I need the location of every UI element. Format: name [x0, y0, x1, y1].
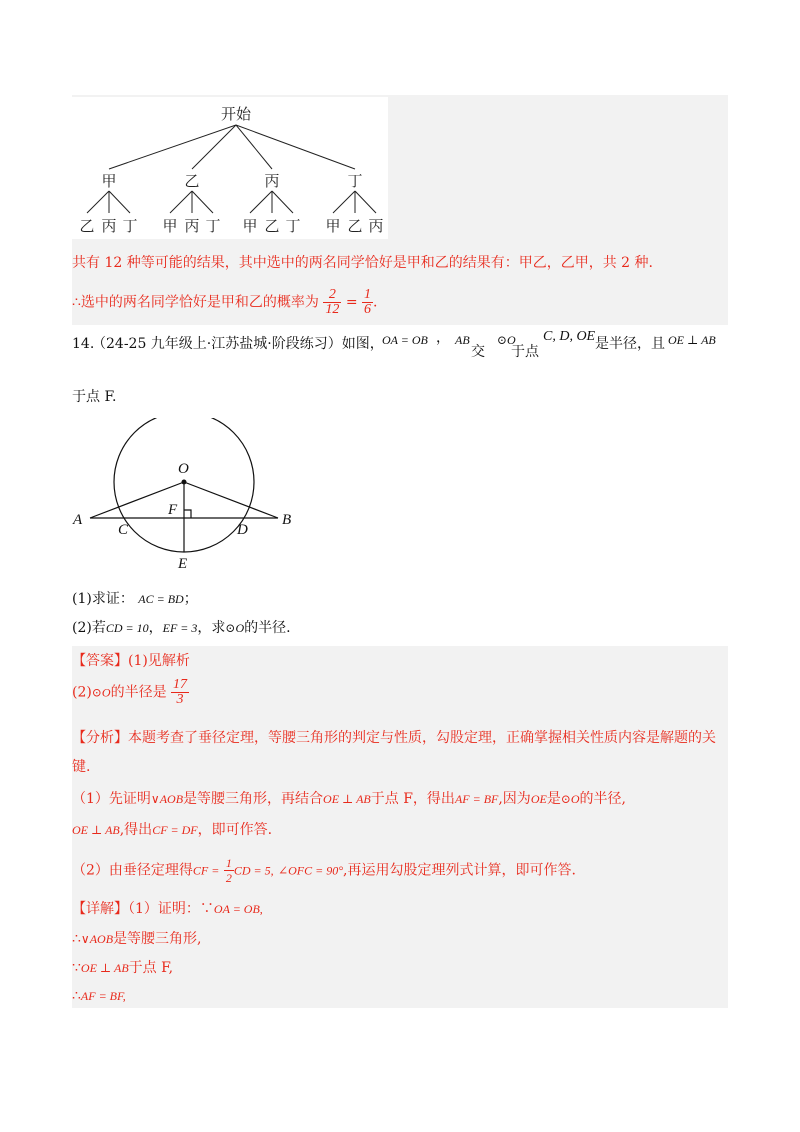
- tree-node-l2: 丁: [122, 217, 138, 235]
- math-triangle-aob: ∨AOB: [80, 932, 114, 946]
- p3-b: ,再运用勾股定理列式计算，即可作答.: [343, 862, 576, 879]
- analysis-line2: 键.: [72, 759, 91, 775]
- d2-b: 是等腰三角形,: [113, 931, 202, 947]
- prev-solution-line1: 共有 12 种等可能的结果，其中选中的两名同学恰好是甲和乙的结果有：甲乙，乙甲，共 2 种.: [72, 255, 653, 271]
- q2-prefix: (2)若: [72, 620, 106, 636]
- detail-line4: [72, 986, 126, 1006]
- analysis-tag: 【分析】: [72, 730, 128, 746]
- p1-e: 是: [546, 791, 561, 807]
- tree-node-l2: 乙: [264, 217, 280, 235]
- tree-node-l2: 甲: [325, 217, 341, 235]
- detail-line3: [72, 958, 173, 978]
- question-line2: 于点 F.: [72, 389, 117, 405]
- tree-node-l2: 甲: [162, 217, 178, 235]
- math-triangle-aob: ∨AOB: [150, 792, 184, 806]
- analysis-p1: [72, 789, 626, 809]
- p1-a: （1）先证明: [72, 791, 151, 807]
- q1-end: ；: [183, 591, 198, 607]
- label-a: A: [73, 512, 83, 528]
- fraction-2-12: $\frac{2}{12}$: [325, 287, 340, 317]
- prev-solution-line2: [72, 288, 377, 317]
- answer-2-prefix: (2): [72, 684, 92, 701]
- subquestion-2: [72, 618, 291, 638]
- answer-line1: [72, 651, 190, 671]
- label-c: C: [118, 522, 129, 538]
- text-yudian: 于点: [511, 344, 539, 360]
- math-oe-perp-ab: OE ⊥ AB: [72, 823, 120, 837]
- therefore-symbol: ∴: [72, 294, 81, 311]
- tree-node-l2: 甲: [242, 217, 258, 235]
- math-af-bf: AF = BF,: [80, 989, 126, 1003]
- geometry-figure: [70, 418, 310, 583]
- p2-a: ,得出: [119, 822, 153, 838]
- answer-tag: 【答案】: [72, 653, 128, 669]
- tree-node-l1: 乙: [184, 172, 200, 190]
- d1-a: （1）证明：∵: [128, 901, 214, 917]
- math-c-d-oe: C, D, OE: [543, 329, 596, 344]
- tree-node-l2: 丁: [205, 217, 221, 235]
- tree-node-l1: 丁: [347, 172, 363, 190]
- tree-node-l1: 丙: [264, 172, 280, 190]
- math-oe: OE: [530, 792, 547, 806]
- math-cf-eq: CF =: [192, 863, 220, 878]
- math-circle-o: ⊙O: [91, 685, 111, 700]
- math-cd-10: CD = 10: [105, 621, 149, 635]
- math-circle-o: ⊙O: [497, 333, 516, 347]
- label-e: E: [178, 556, 188, 572]
- tree-node-l1: 甲: [101, 172, 117, 190]
- text-jiao: 交: [471, 344, 485, 360]
- point-o: [182, 480, 187, 485]
- tree-node-l2: 乙: [347, 217, 363, 235]
- tree-node-l2: 丙: [184, 217, 200, 235]
- math-cf-df: CF = DF: [152, 823, 198, 837]
- analysis-p3: [72, 856, 576, 885]
- d3-b: 于点 F,: [128, 960, 174, 976]
- d3-a: ∵: [72, 960, 81, 976]
- tree-node-l2: 丙: [368, 217, 384, 235]
- math-oe-perp-ab: OE ⊥ AB: [668, 333, 716, 347]
- label-o: O: [178, 461, 189, 477]
- tree-root: 开始: [220, 105, 252, 123]
- tree-node-l2: 丁: [285, 217, 301, 235]
- p2-b: ，即可作答.: [197, 822, 273, 838]
- math-af-bf: AF = BF: [454, 792, 499, 806]
- math-oa-ob: OA = OB,: [213, 902, 263, 916]
- math-oe-perp-ab: OE ⊥ AB: [323, 792, 371, 806]
- detail-line1: [72, 899, 263, 919]
- answer-line2: [72, 678, 189, 707]
- math-oa-ob: OA = OB: [382, 333, 428, 347]
- fraction-1-2: $\frac{1}{2}$: [225, 856, 232, 885]
- math-angle-ofc: ∠OFC = 90°: [278, 863, 343, 878]
- detail-tag: 【详解】: [72, 901, 128, 917]
- p1-b: 是等腰三角形，再结合: [183, 791, 324, 807]
- segment-ob: [184, 482, 278, 518]
- q2-mid: ，求: [197, 620, 226, 636]
- q2-sep: ，: [148, 620, 163, 636]
- math-ab: AB: [455, 333, 470, 347]
- detail-line2: [72, 929, 201, 949]
- period: .: [373, 294, 378, 311]
- answer-2-text: 的半径是: [110, 684, 167, 701]
- tree-node-l2: 乙: [79, 217, 95, 235]
- label-f: F: [168, 502, 178, 518]
- answer-1: (1)见解析: [128, 653, 190, 669]
- comma: ，: [436, 330, 450, 346]
- p3-a: （2）由垂径定理得: [72, 862, 193, 879]
- q1-prefix: (1)求证：: [72, 591, 134, 607]
- math-circle-o: ⊙O: [225, 621, 245, 635]
- math-cd-5: CD = 5,: [233, 863, 274, 878]
- d2-a: ∴: [72, 931, 81, 947]
- probability-text: 选中的两名同学恰好是甲和乙的概率为: [80, 294, 319, 311]
- tree-node-l2: 丙: [101, 217, 117, 235]
- fraction-17-3: $\frac{17}{3}$: [173, 677, 188, 707]
- equals-sign: =: [345, 294, 358, 311]
- q2-end: 的半径.: [244, 620, 291, 636]
- text-shi: 是半径，且: [595, 336, 665, 352]
- fraction-1-6: $\frac{1}{6}$: [364, 287, 372, 317]
- label-d: D: [237, 522, 248, 538]
- math-ac-bd: AC = BD: [138, 592, 184, 606]
- math-ef-3: EF = 3: [162, 621, 198, 635]
- p1-f: 的半径,: [579, 791, 626, 807]
- analysis-p2: [72, 820, 272, 840]
- p1-d: ,因为: [498, 791, 531, 807]
- right-angle-mark: [184, 510, 191, 518]
- d4-a: ∴: [72, 988, 81, 1004]
- p1-c: 于点 F，得出: [370, 791, 455, 807]
- subquestion-1: [72, 589, 198, 609]
- math-oe-perp-ab: OE ⊥ AB: [80, 961, 129, 975]
- math-circle-o: ⊙O: [560, 792, 580, 806]
- question-number: 14.: [72, 336, 95, 352]
- label-b: B: [282, 512, 292, 528]
- analysis-text: 本题考查了垂径定理，等腰三角形的判定与性质，勾股定理，正确掌握相关性质内容是解题的关: [128, 730, 716, 746]
- tree-diagram: [72, 97, 388, 239]
- analysis-line1: [72, 728, 716, 748]
- question-source: （24-25 九年级上·江苏盐城·阶段练习）如图，: [92, 336, 384, 352]
